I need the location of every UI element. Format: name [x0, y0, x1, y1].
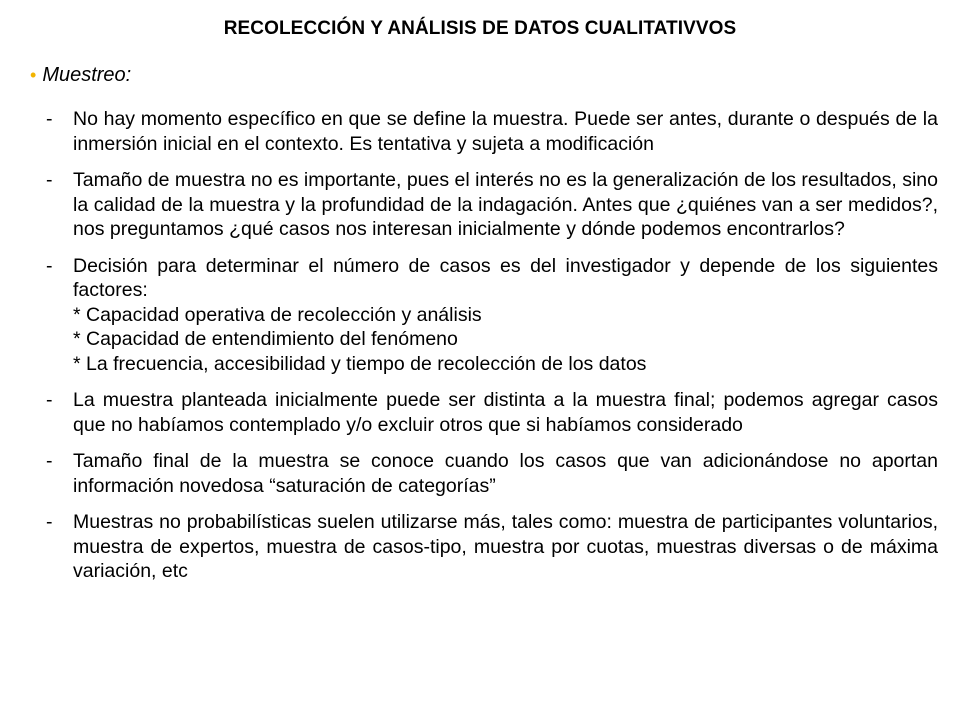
list-item	[46, 168, 938, 242]
list-item-text: Decisión para determinar el número de casos es del investigador y depende de los siguientes factores:	[73, 254, 938, 301]
list-item-text: Tamaño de muestra no es importante, pues el interés no es la generalización de los resultados, sino la calidad de la muestra y la profundidad de la indagación. Antes que ¿quiénes van a ser medidos?, nos preguntamos ¿qué casos nos interesan inicialmente y dónde podemos encontrarlos?	[73, 169, 938, 240]
list-item	[46, 254, 938, 377]
section-heading	[30, 64, 131, 87]
list-item-text: La muestra planteada inicialmente puede ser distinta a la muestra final; podemos agregar casos que no habíamos contemplado y/o excluir otros que si habíamos considerado	[73, 389, 938, 436]
list-item-text: No hay momento específico en que se define la muestra. Puede ser antes, durante o después de la inmersión inicial en el contexto. Es tentativa y sujeta a modificación	[73, 108, 938, 155]
bullet-icon: •	[30, 65, 37, 85]
factor-item: * Capacidad operativa de recolección y análisis	[73, 303, 482, 326]
dash-marker: -	[46, 450, 53, 472]
dash-marker: -	[46, 108, 53, 130]
page-title: RECOLECCIÓN Y ANÁLISIS DE DATOS CUALITATIVVOS	[223, 18, 737, 39]
factor-item: * Capacidad de entendimiento del fenómeno	[73, 328, 458, 350]
dash-marker: -	[46, 389, 53, 411]
item-list	[46, 107, 938, 596]
list-item	[46, 449, 938, 498]
list-item	[46, 388, 938, 437]
dash-marker: -	[46, 169, 53, 191]
factor-item: * La frecuencia, accesibilidad y tiempo de recolección de los datos	[73, 352, 647, 375]
dash-marker: -	[46, 254, 53, 277]
list-item-text: Tamaño final de la muestra se conoce cuando los casos que van adicionándose no aportan información novedosa “saturación de categorías”	[73, 450, 938, 497]
list-item	[46, 107, 938, 156]
section-heading-label: Muestreo:	[42, 64, 132, 86]
dash-marker: -	[46, 511, 53, 533]
list-item-text: Muestras no probabilísticas suelen utilizarse más, tales como: muestra de participantes voluntarios, muestra de expertos, muestra de casos-tipo, muestra por cuotas, muestras diversas o de máxima variación, etc	[73, 511, 938, 582]
list-item	[46, 510, 938, 584]
